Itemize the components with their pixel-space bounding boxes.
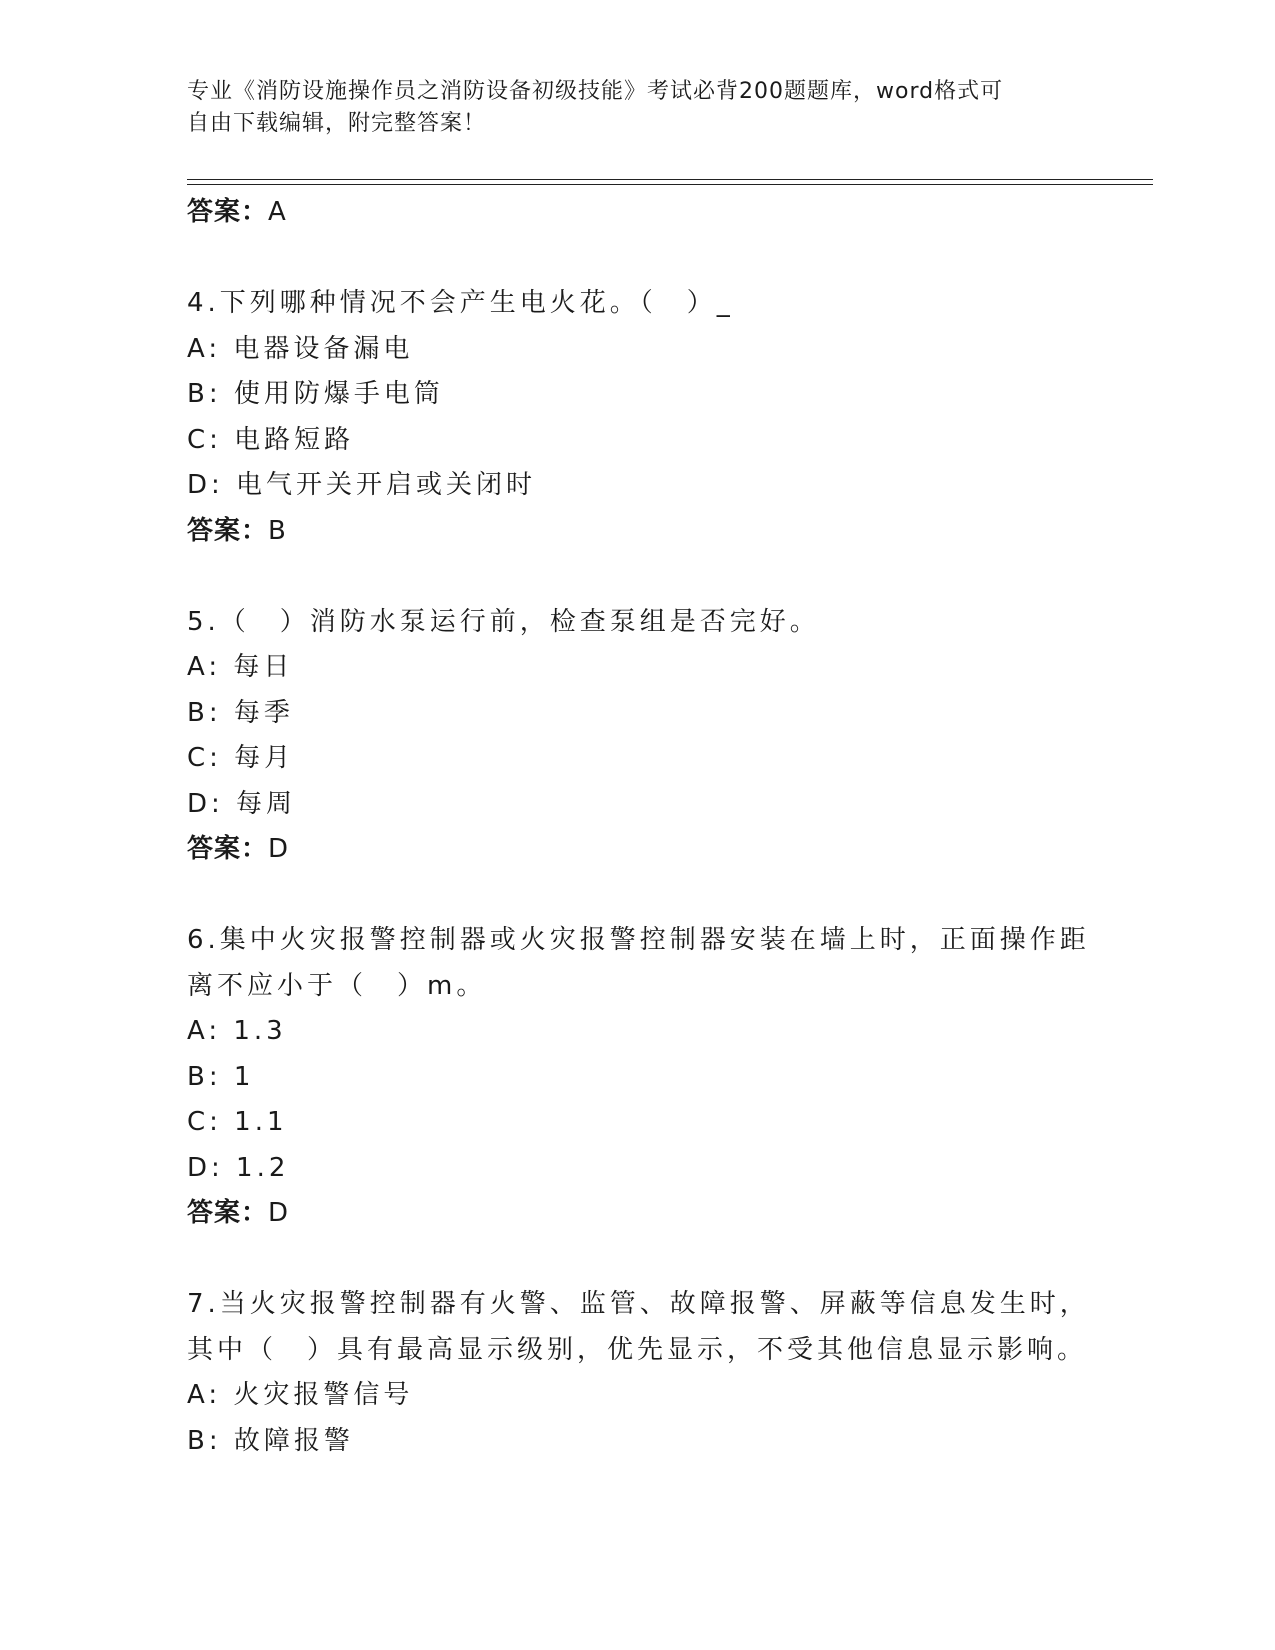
answer-line: [187, 1191, 1087, 1237]
option-c: C: 每月: [187, 743, 295, 773]
option-b: B: 使用防爆手电筒: [187, 379, 444, 409]
question-text-line-2: 离不应小于（ ）m。: [187, 970, 487, 1001]
option-a: A: 1.3: [187, 1016, 287, 1046]
answer-label: 答案：: [187, 197, 269, 227]
answer-label: 答案：: [187, 834, 269, 864]
option-c: C: 电路短路: [187, 424, 355, 455]
header-rule-bottom: [187, 184, 1153, 185]
option-d: D: 1.2: [187, 1152, 290, 1183]
option-d: D: 电气开关开启或关闭时: [187, 470, 537, 500]
question-text: 4.下列哪种情况不会产生电火花。（ ）_: [187, 288, 734, 318]
answer-line: [187, 509, 1087, 555]
question-6: [187, 918, 1090, 1237]
answer-value: D: [268, 1198, 290, 1228]
header-line-1: 专业《消防设施操作员之消防设备初级技能》考试必背200题题库，word格式可: [187, 79, 1004, 104]
question-text-line-1: 6.集中火灾报警控制器或火灾报警控制器安装在墙上时，正面操作距: [187, 925, 1090, 955]
question-7: [187, 1282, 1090, 1464]
header-line-2: 自由下载编辑，附完整答案！: [187, 111, 487, 136]
option-a: A: 电器设备漏电: [187, 333, 414, 364]
option-a: A: 火灾报警信号: [187, 1380, 414, 1410]
header-rule-top: [187, 179, 1153, 180]
answer-value: A: [268, 197, 287, 227]
option-d: D: 每周: [187, 788, 297, 819]
question-text: 5.（ ）消防水泵运行前，检查泵组是否完好。: [187, 606, 820, 637]
option-b: B: 故障报警: [187, 1425, 354, 1456]
question-text-line-2: 其中（ ）具有最高显示级别，优先显示，不受其他信息显示影响。: [187, 1334, 1088, 1365]
answer-value: B: [268, 515, 287, 546]
answer-label: 答案：: [187, 515, 269, 546]
option-b: B: 每季: [187, 697, 294, 728]
option-b: B: 1: [187, 1061, 255, 1092]
question-5: [187, 600, 1087, 873]
answer-value: D: [268, 834, 290, 864]
option-c: C: 1.1: [187, 1107, 288, 1137]
question-4: [187, 281, 1087, 554]
answer-line: [187, 827, 1087, 873]
question-list: [187, 190, 1090, 1464]
answer-label: 答案：: [187, 1198, 269, 1228]
option-a: A: 每日: [187, 652, 294, 682]
question-text-line-1: 7.当火灾报警控制器有火警、监管、故障报警、屏蔽等信息发生时，: [187, 1289, 1090, 1319]
answer-line: [187, 190, 1087, 236]
document-header: [187, 76, 1087, 140]
